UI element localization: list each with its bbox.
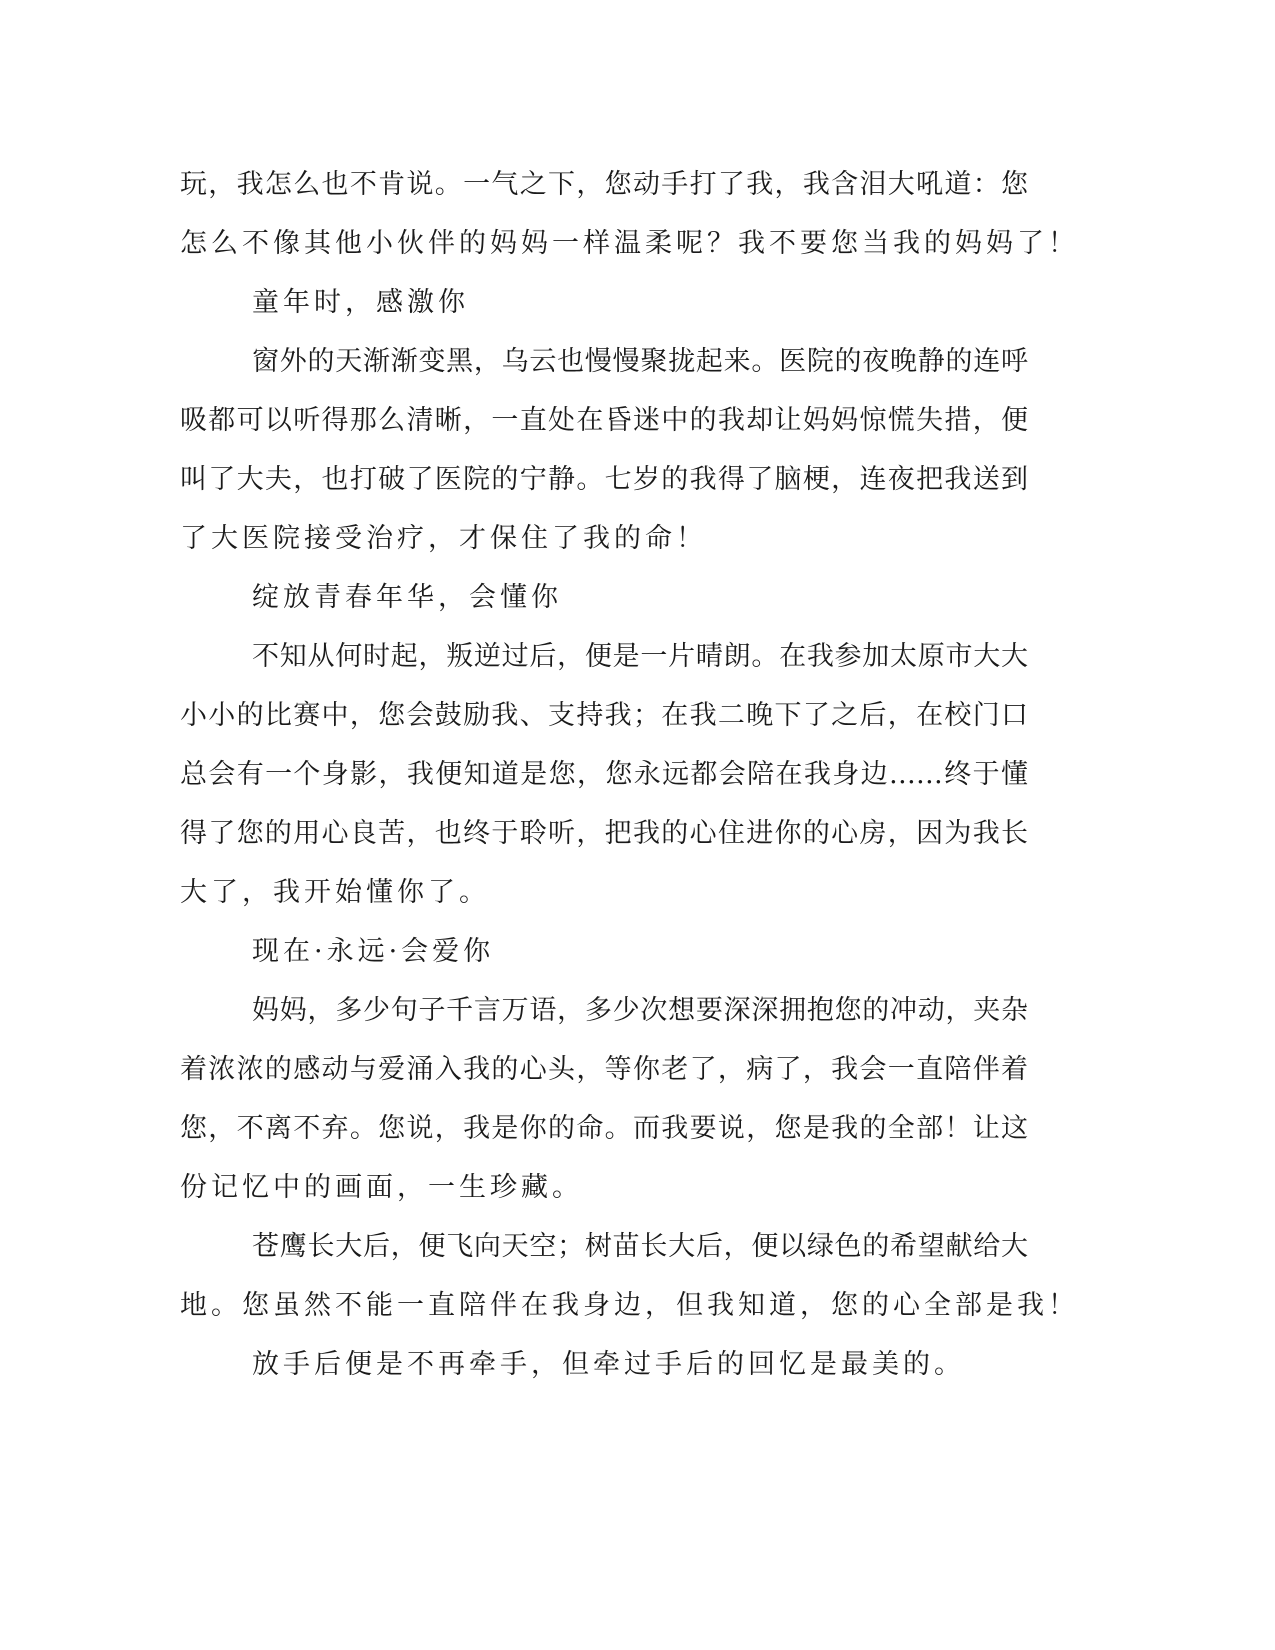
section-heading: 童年时，感激你 [252,287,469,318]
paragraph-line: 吸都可以听得那么清晰，一直处在昏迷中的我却让妈妈惊慌失措，便 [180,405,1028,436]
paragraph-line: 窗外的天渐渐变黑，乌云也慢慢聚拢起来。医院的夜晚静的连呼 [252,346,1028,377]
paragraph-line: 份记忆中的画面，一生珍藏。 [180,1172,583,1203]
document-body [180,155,1079,1394]
paragraph-line: 怎么不像其他小伙伴的妈妈一样温柔呢？我不要您当我的妈妈了！ [180,228,1079,259]
paragraph-line: 总会有一个身影，我便知道是您，您永远都会陪在我身边……终于懂 [180,759,1028,790]
paragraph-line: 放手后便是不再牵手，但牵过手后的回忆是最美的。 [252,1349,965,1380]
paragraph-line: 得了您的用心良苦，也终于聆听，把我的心住进你的心房，因为我长 [180,818,1028,849]
paragraph-line: 妈妈，多少句子千言万语，多少次想要深深拥抱您的冲动，夹杂 [252,995,1028,1026]
paragraph-line: 着浓浓的感动与爱涌入我的心头，等你老了，病了，我会一直陪伴着 [180,1054,1028,1085]
paragraph-line: 小小的比赛中，您会鼓励我、支持我；在我二晚下了之后，在校门口 [180,700,1028,731]
paragraph-line: 叫了大夫，也打破了医院的宁静。七岁的我得了脑梗，连夜把我送到 [180,464,1028,495]
paragraph-line: 玩，我怎么也不肯说。一气之下，您动手打了我，我含泪大吼道：您 [180,169,1028,200]
paragraph-line: 了大医院接受治疗，才保住了我的命！ [180,523,707,554]
paragraph-line: 您，不离不弃。您说，我是你的命。而我要说，您是我的全部！让这 [180,1113,1028,1144]
section-heading: 绽放青春年华，会懂你 [252,582,562,613]
paragraph-line: 不知从何时起，叛逆过后，便是一片晴朗。在我参加太原市大大 [252,641,1028,672]
paragraph-line: 苍鹰长大后，便飞向天空；树苗长大后，便以绿色的希望献给大 [252,1231,1028,1262]
paragraph-line: 大了，我开始懂你了。 [180,877,490,908]
paragraph-line: 地。您虽然不能一直陪伴在我身边，但我知道，您的心全部是我！ [180,1290,1079,1321]
section-heading: 现在·永远·会爱你 [252,936,495,967]
